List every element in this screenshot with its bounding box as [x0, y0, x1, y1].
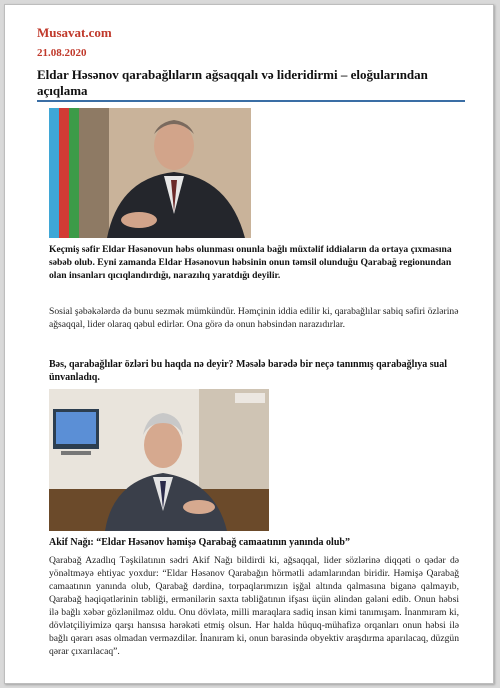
document-page — [4, 4, 494, 684]
portrait-photo-akif-nagi — [49, 389, 269, 531]
headline-divider — [37, 100, 465, 102]
paragraph-1: Sosial şəbəkələrdə də bunu sezmək mümkündür. Həmçinin iddia edilir ki, qarabağlılar sabiq səfiri özlərinə ağsaqqal, lider olaraq qəbul edirlər. Ona görə də onun həbsindən narazıdırlar. — [49, 306, 459, 330]
article-lead: Keçmiş səfir Eldar Həsənovun həbs olunması onunla bağlı müxtəlif iddiaların da ortaya çıxmasına səbəb olub. Eyni zamanda Eldar Həsənovun həbsinin onun təmsil olunduğu Qarabağ regionundan olan insanları qıcıqlandırdığı, narazılıq yaratdığı deyilir. — [49, 244, 452, 281]
article-headline: Eldar Həsənov qarabağlıların ağsaqqalı və lideridirmi – eloğularından açıqlama — [37, 67, 428, 98]
article-date: 21.08.2020 — [37, 47, 87, 59]
question-paragraph: Bəs, qarabağlılar özləri bu haqda nə deyir? Məsələ barədə bir neçə tanınmış qarabağlıya sual ünvanladıq. — [49, 359, 447, 383]
paragraph-2: Qarabağ Azadlıq Təşkilatının sədri Akif Nağı bildirdi ki, ağsaqqal, lider sözlərinə diqqəti o qədər də yönəltməyə ehtiyac yoxdur: “Eldar Həsənov Qarabağın hörmətli adamlarından biridir. Həmişə Qarabağ camaatının yanında olub, Qarabağ dərdinə, torpaqlarımızın işğal altında qalmasına biganə qalmayıb, Qarabağ həqiqətlərinin təbliği, ermənilərin saxta təbliğatının ifşası üçün əlindən gələni edib. Onun həbsi ilə bağlı xəbər gözlənilməz oldu. Onu dövlətə, milli maraqlara sadiq insan kimi tanımışam. İnanmıram ki, dövlətçiliyimizə qarşı hansısa hərəkəti etmiş olsun. Hər halda hüquq-mühafizə orqanları onun həbsi ilə bağlı qərarı əsas olmadan verməzdilər. İnanıram ki, onun barəsində obyektiv araşdırma aparılacaq, düzgün qərar çıxarılacaq”. — [49, 555, 459, 657]
site-name: Musavat.com — [37, 25, 112, 40]
interview-subheading: Akif Nağı: “Eldar Həsənov həmişə Qarabağ camaatının yanında olub” — [49, 537, 350, 548]
portrait-photo-eldar-hasanov — [49, 108, 251, 238]
